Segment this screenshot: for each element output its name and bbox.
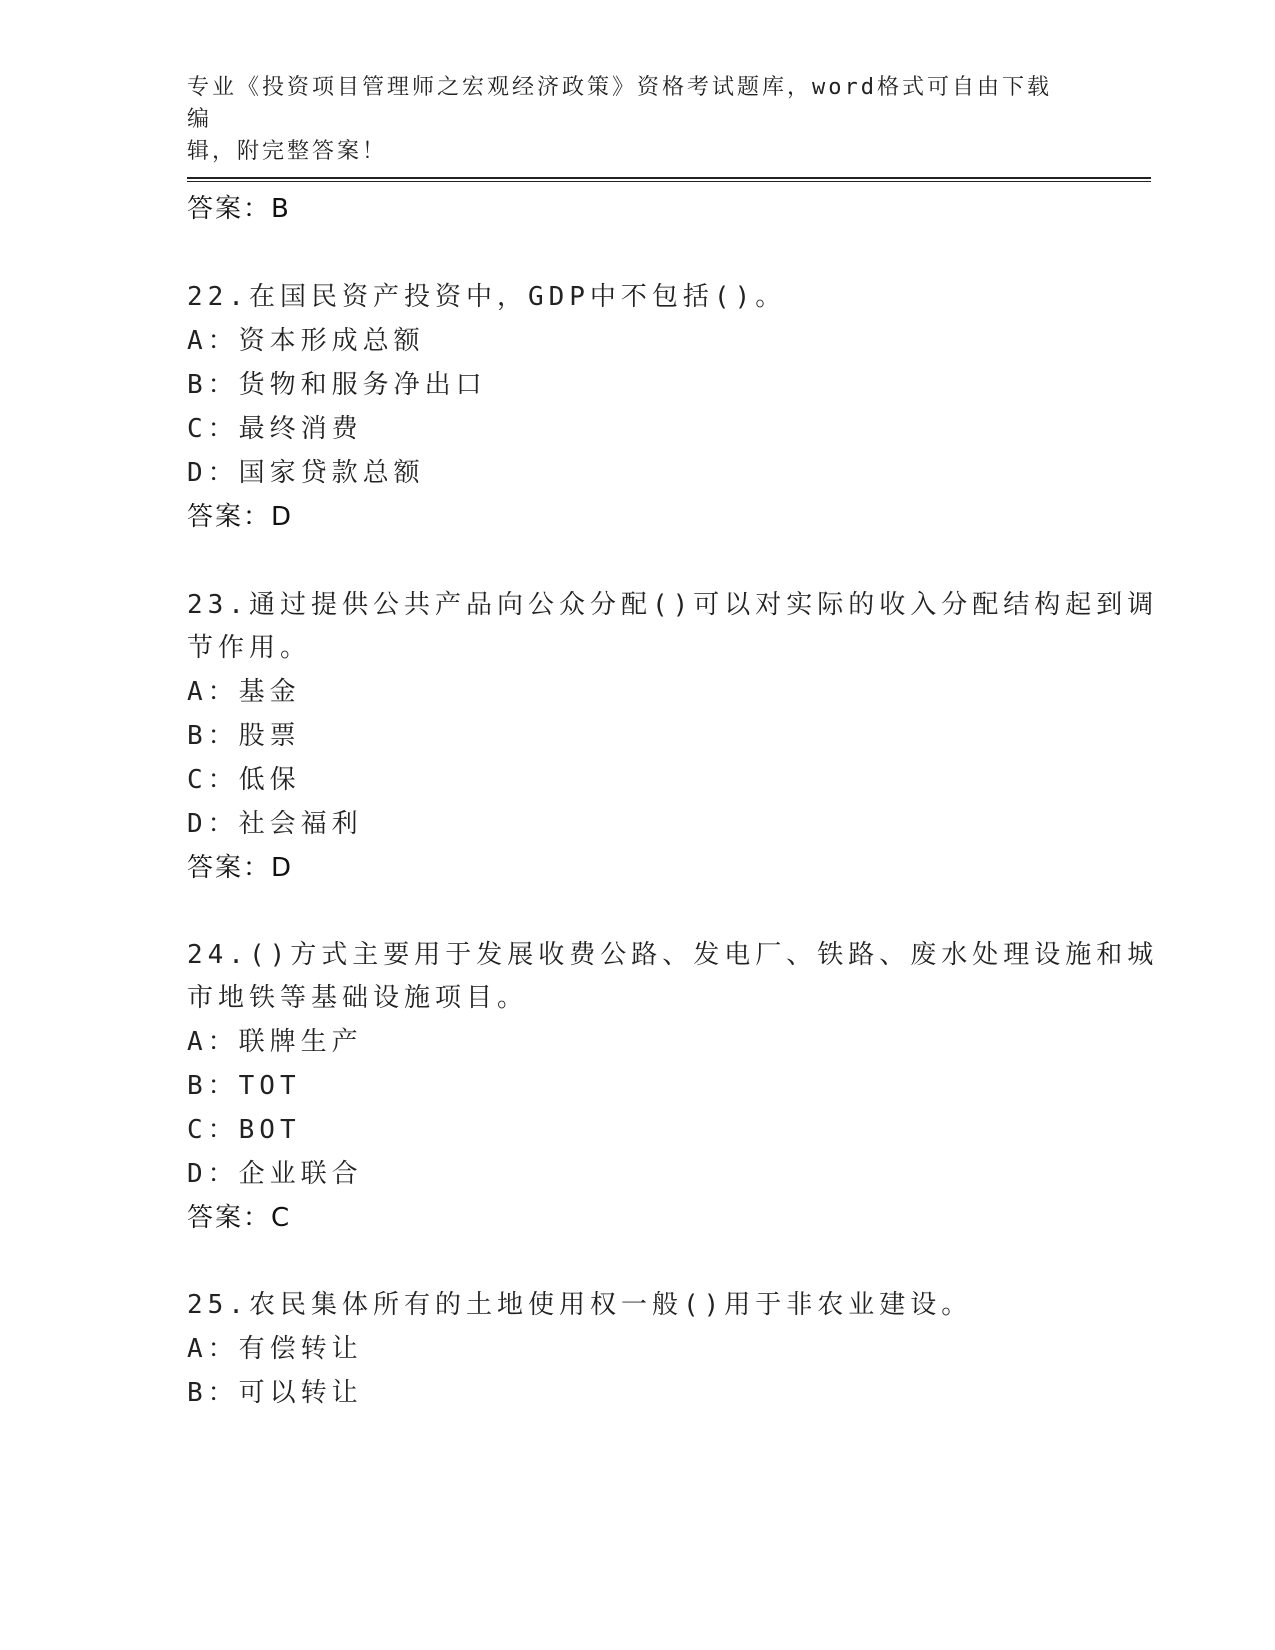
question-23-option-d: D：社会福利 — [187, 809, 363, 839]
question-22-option-c: C：最终消费 — [187, 414, 363, 444]
header-line-1: 专业《投资项目管理师之宏观经济政策》资格考试题库，word格式可自由下载编 — [187, 75, 1052, 132]
question-24-option-d: D：企业联合 — [187, 1159, 363, 1189]
answer-23: 答案：D — [187, 853, 294, 883]
question-23-option-c: C：低保 — [187, 765, 301, 795]
header-divider — [187, 177, 1151, 182]
question-22-option-b: B：货物和服务净出口 — [187, 370, 487, 400]
answer-24: 答案：C — [187, 1203, 292, 1233]
header-line-2: 辑，附完整答案！ — [187, 139, 388, 164]
page-header — [187, 72, 1067, 168]
answer-21: 答案：B — [187, 194, 291, 224]
question-25-option-b: B：可以转让 — [187, 1378, 363, 1408]
answer-22: 答案：D — [187, 502, 294, 532]
question-24-stem-line-2: 市地铁等基础设施项目。 — [187, 983, 529, 1013]
question-24-option-a: A：联牌生产 — [187, 1027, 363, 1057]
question-22-stem: 22.在国民资产投资中，GDP中不包括()。 — [187, 282, 787, 312]
question-23-stem-line-1: 23.通过提供公共产品向公众分配()可以对实际的收入分配结构起到调 — [187, 590, 1159, 620]
question-22-option-a: A：资本形成总额 — [187, 326, 425, 356]
question-24-stem-line-1: 24.()方式主要用于发展收费公路、发电厂、铁路、废水处理设施和城 — [187, 940, 1159, 970]
question-23-option-b: B：股票 — [187, 721, 301, 751]
question-22-option-d: D：国家贷款总额 — [187, 458, 425, 488]
question-23-stem-line-2: 节作用。 — [187, 633, 312, 663]
question-25-option-a: A：有偿转让 — [187, 1334, 363, 1364]
question-24-option-b: B：TOT — [187, 1071, 301, 1101]
question-23-option-a: A：基金 — [187, 677, 301, 707]
question-24-option-c: C：BOT — [187, 1115, 301, 1145]
question-25-stem: 25.农民集体所有的土地使用权一般()用于非农业建设。 — [187, 1290, 973, 1320]
